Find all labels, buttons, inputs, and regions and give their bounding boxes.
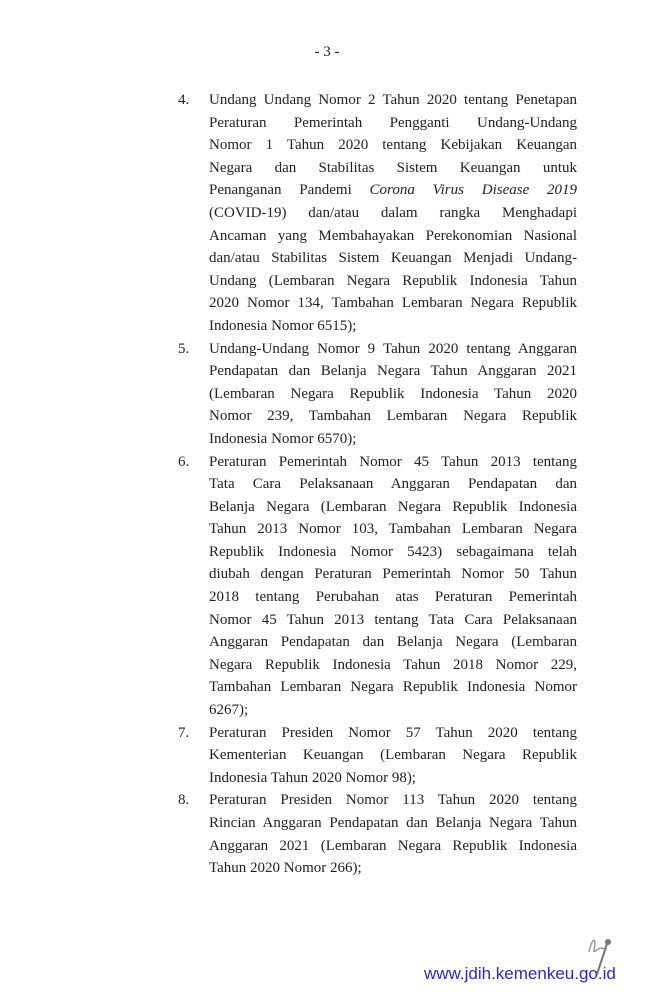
text-line: Ancaman yang Membahayakan Perekonomian Nasional: [209, 227, 577, 244]
text-line: Pendapatan dan Belanja Negara Tahun Anggaran 2021: [209, 363, 577, 380]
text-line: Indonesia Nomor 6515);: [209, 317, 357, 334]
text-line: Peraturan Presiden Nomor 113 Tahun 2020 tentang: [209, 792, 577, 809]
text-line-italic: Corona Virus Disease 2019: [369, 182, 578, 199]
text-line: Nomor 1 Tahun 2020 tentang Kebijakan Keuangan: [209, 137, 577, 154]
text-line: Anggaran Pendapatan dan Belanja Negara (Lembaran: [209, 634, 577, 651]
text-line: [209, 179, 577, 202]
text-line: Negara Republik Indonesia Tahun 2018 Nomor 229,: [209, 656, 577, 673]
list-item: [175, 338, 579, 451]
list-item: [175, 789, 579, 879]
legal-basis-list: [175, 89, 579, 880]
text-line: diubah dengan Peraturan Pemerintah Nomor 50 Tahun: [209, 566, 577, 583]
list-item-number: 6.: [178, 453, 190, 470]
text-line: dan/atau Stabilitas Sistem Keuangan Menjadi Undang-: [209, 250, 577, 267]
text-line: Tambahan Lembaran Negara Republik Indonesia Nomor: [209, 679, 577, 696]
text-line: 2018 tentang Perubahan atas Peraturan Pemerintah: [209, 589, 577, 606]
list-item: [175, 451, 579, 722]
text-line: 2020 Nomor 134, Tambahan Lembaran Negara Republik: [209, 295, 577, 312]
text-line: Undang (Lembaran Negara Republik Indonesia Tahun: [209, 272, 577, 289]
text-line: Peraturan Pemerintah Pengganti Undang-Undang: [209, 114, 577, 131]
page-number: - 3 -: [314, 44, 340, 60]
list-item: [175, 89, 579, 338]
text-line: Rincian Anggaran Pendapatan dan Belanja Negara Tahun: [209, 815, 577, 831]
text-line: Belanja Negara (Lembaran Negara Republik Indonesia: [209, 498, 577, 515]
text-line: Undang Undang Nomor 2 Tahun 2020 tentang Penetapan: [209, 92, 577, 108]
text-line: Negara dan Stabilitas Sistem Keuangan untuk: [209, 159, 577, 176]
text-line: Nomor 45 Tahun 2013 tentang Tata Cara Pelaksanaan: [209, 611, 577, 628]
text-line: Tahun 2013 Nomor 103, Tambahan Lembaran Negara: [209, 521, 577, 538]
text-line: Kementerian Keuangan (Lembaran Negara Republik: [209, 747, 577, 764]
text-line-regular: Penanganan Pandemi: [209, 182, 352, 199]
text-line: Indonesia Tahun 2020 Nomor 98);: [209, 769, 416, 786]
text-line: (COVID-19) dan/atau dalam rangka Menghadapi: [209, 204, 577, 221]
text-line: Peraturan Presiden Nomor 57 Tahun 2020 tentang: [209, 724, 577, 741]
text-line: Anggaran 2021 (Lembaran Negara Republik Indonesia: [209, 837, 577, 854]
text-line: Peraturan Pemerintah Nomor 45 Tahun 2013 tentang: [209, 453, 577, 470]
text-line: Undang-Undang Nomor 9 Tahun 2020 tentang Anggaran: [209, 340, 577, 357]
text-line: Indonesia Nomor 6570);: [209, 430, 357, 447]
list-item-number: 7.: [178, 724, 190, 741]
text-line: Tahun 2020 Nomor 266);: [209, 860, 362, 877]
text-line: Nomor 239, Tambahan Lembaran Negara Republik: [209, 408, 577, 425]
list-item-number: 5.: [178, 340, 190, 357]
list-item: [175, 722, 579, 790]
text-line: (Lembaran Negara Republik Indonesia Tahun 2020: [209, 385, 577, 402]
list-item-number: 8.: [178, 792, 190, 809]
text-line: Republik Indonesia Nomor 5423) sebagaimana telah: [209, 543, 577, 560]
list-item-number: 4.: [178, 92, 190, 108]
text-line: Tata Cara Pelaksanaan Anggaran Pendapatan dan: [209, 476, 577, 493]
text-line: 6267);: [209, 702, 249, 719]
footer-website-link[interactable]: www.jdih.kemenkeu.go.id: [424, 964, 616, 983]
